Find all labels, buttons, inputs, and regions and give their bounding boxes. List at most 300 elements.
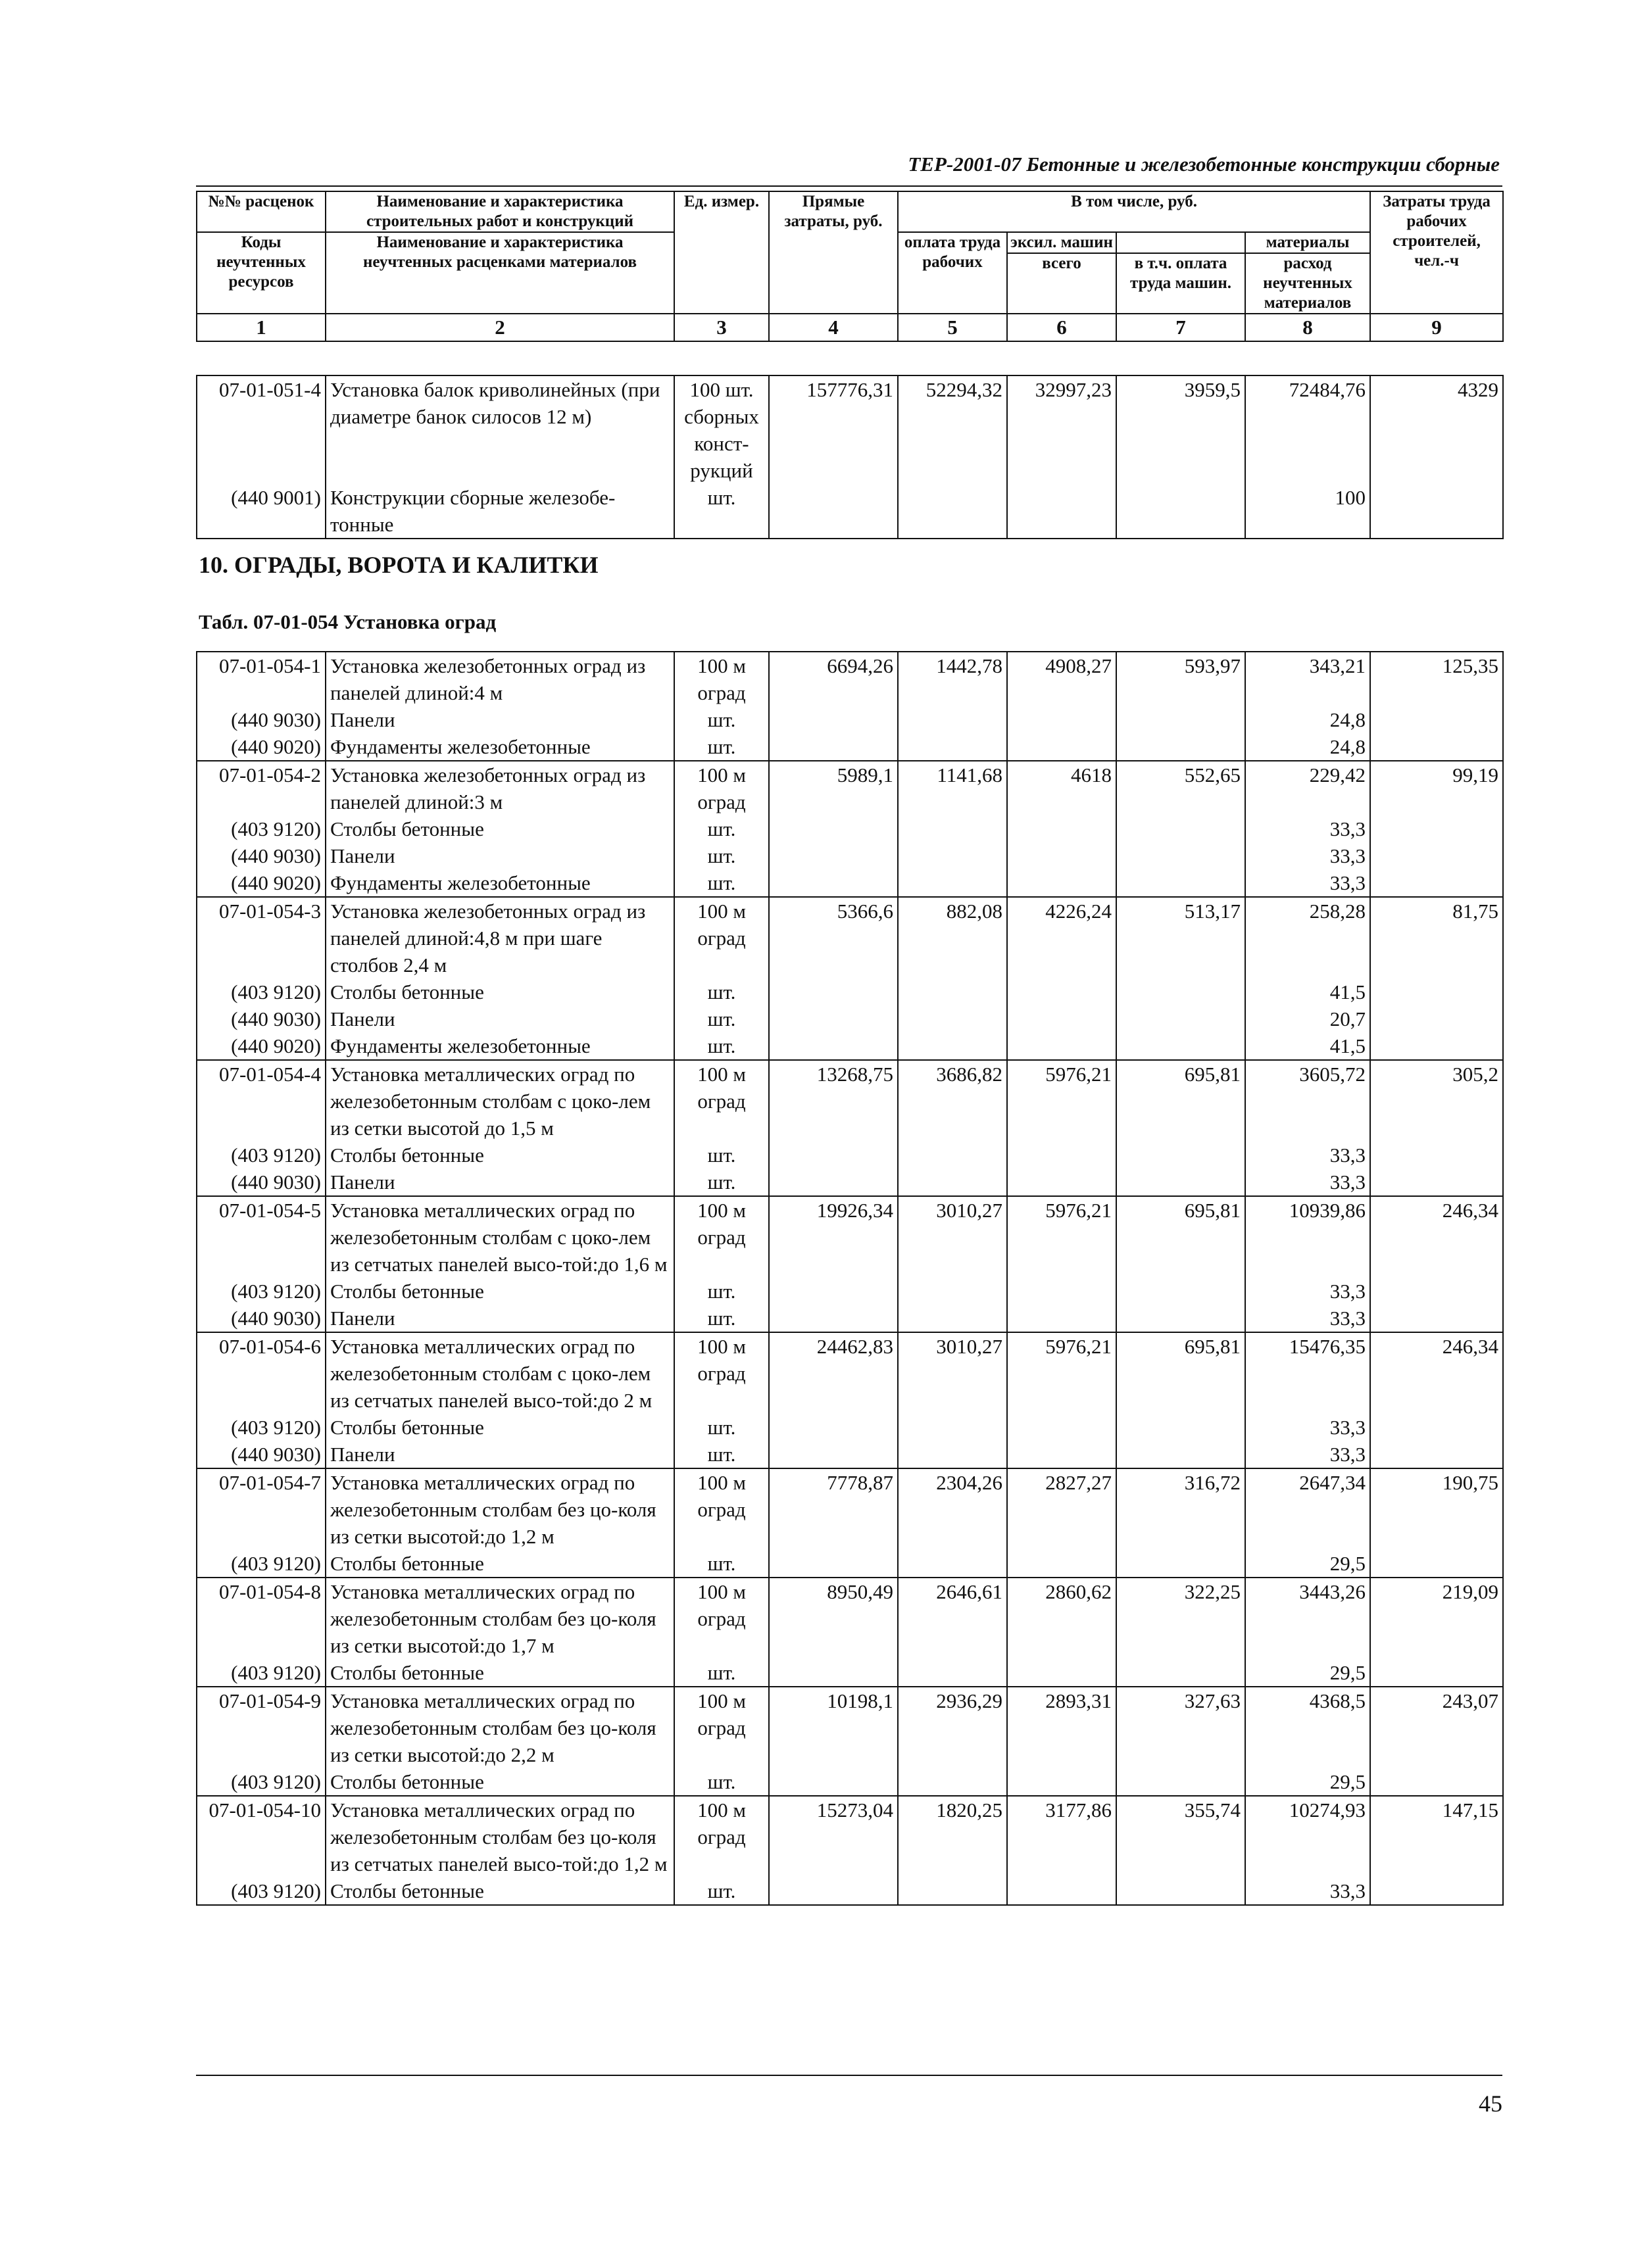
rate-name-cell: Установка балок криволинейных (при диаметре банок силосов 12 м): [326, 375, 674, 484]
machine-total-cell: [1007, 1659, 1116, 1687]
running-head: ТЕР-2001-07 Бетонные и железобетонные конструкции сборные: [908, 153, 1500, 176]
rate-name-cell: Столбы бетонные: [326, 1550, 674, 1578]
rate-code-cell: (440 9001): [197, 484, 326, 539]
direct-costs-cell: [769, 1659, 898, 1687]
header-col8-bottom: расход неучтенных материалов: [1263, 254, 1352, 312]
labor-hours-cell: [1370, 842, 1503, 869]
rate-code-cell: 07-01-054-10: [197, 1796, 326, 1877]
machine-total-cell: 5976,21: [1007, 1060, 1116, 1142]
header-col2-top: Наименование и характеристика строительных работ и конструкций: [326, 191, 674, 232]
direct-costs-cell: [769, 1005, 898, 1032]
rate-name-cell: Панели: [326, 1441, 674, 1468]
labor-hours-cell: 99,19: [1370, 761, 1503, 815]
machine-labor-cell: 3959,5: [1116, 375, 1245, 484]
materials-cell: 4368,5: [1245, 1687, 1370, 1768]
rate-unit-cell: 100 м оград: [674, 1060, 769, 1142]
machine-total-cell: 5976,21: [1007, 1332, 1116, 1414]
rate-unit-cell: шт.: [674, 869, 769, 897]
materials-cell: 10274,93: [1245, 1796, 1370, 1877]
direct-costs-cell: [769, 842, 898, 869]
header-col1-top: №№ расценок: [197, 191, 326, 232]
header-rule: [196, 185, 1502, 187]
rate-name-cell: Фундаменты железобетонные: [326, 869, 674, 897]
labor-pay-cell: [898, 1550, 1007, 1578]
direct-costs-cell: 19926,34: [769, 1196, 898, 1278]
rate-name-cell: Столбы бетонные: [326, 1278, 674, 1305]
direct-costs-cell: [769, 1441, 898, 1468]
col-number: 2: [326, 314, 674, 341]
rate-unit-cell: 100 м оград: [674, 1196, 769, 1278]
rate-code-cell: (403 9120): [197, 1550, 326, 1578]
machine-labor-cell: [1116, 842, 1245, 869]
header-group: В том числе, руб.: [898, 191, 1370, 232]
rate-code-cell: (403 9120): [197, 1278, 326, 1305]
direct-costs-cell: [769, 1550, 898, 1578]
machine-total-cell: 4908,27: [1007, 652, 1116, 706]
table-row: [197, 1005, 1503, 1032]
machine-labor-cell: [1116, 1877, 1245, 1905]
rate-code-cell: (403 9120): [197, 815, 326, 842]
rate-name-cell: Установка железобетонных оград из панелей длиной:4 м: [326, 652, 674, 706]
header-col5: оплата труда рабочих: [898, 232, 1007, 314]
column-numbers-row: [197, 314, 1503, 341]
header-col9: Затраты труда рабочих строителей, чел.-ч: [1370, 191, 1503, 314]
direct-costs-cell: 7778,87: [769, 1468, 898, 1550]
machine-labor-cell: [1116, 1768, 1245, 1796]
rate-name-cell: Установка железобетонных оград из панелей длиной:4,8 м при шаге столбов 2,4 м: [326, 897, 674, 978]
rates-table-051: [196, 375, 1504, 539]
header-col3: Ед. измер.: [674, 191, 769, 314]
direct-costs-cell: [769, 484, 898, 539]
rate-unit-cell: шт.: [674, 484, 769, 539]
labor-pay-cell: [898, 1768, 1007, 1796]
labor-pay-cell: [898, 1659, 1007, 1687]
rate-code-cell: (440 9020): [197, 1032, 326, 1060]
labor-pay-cell: [898, 815, 1007, 842]
rate-name-cell: Установка металлических оград по железобетонным столбам без цо-коля из сетки высотой:до 1,7 м: [326, 1578, 674, 1659]
labor-hours-cell: [1370, 1768, 1503, 1796]
rate-code-cell: 07-01-054-1: [197, 652, 326, 706]
materials-cell: 29,5: [1245, 1550, 1370, 1578]
table-row: [197, 978, 1503, 1005]
labor-hours-cell: 305,2: [1370, 1060, 1503, 1142]
rate-name-cell: Установка металлических оград по железобетонным столбам с цоко-лем из сетки высотой до 1,5 м: [326, 1060, 674, 1142]
table-row: [197, 706, 1503, 733]
labor-hours-cell: [1370, 1414, 1503, 1441]
labor-hours-cell: 190,75: [1370, 1468, 1503, 1550]
rate-name-cell: Фундаменты железобетонные: [326, 733, 674, 761]
direct-costs-cell: 13268,75: [769, 1060, 898, 1142]
direct-costs-cell: [769, 733, 898, 761]
machine-labor-cell: [1116, 978, 1245, 1005]
rate-name-cell: Установка металлических оград по железобетонным столбам без цо-коля из сетки высотой:до 1,2 м: [326, 1468, 674, 1550]
header-group2: эксил. машин: [1008, 233, 1116, 254]
machine-labor-cell: 695,81: [1116, 1196, 1245, 1278]
machine-total-cell: 4226,24: [1007, 897, 1116, 978]
materials-cell: 24,8: [1245, 706, 1370, 733]
materials-cell: 33,3: [1245, 869, 1370, 897]
header-col8-top: материалы: [1246, 233, 1369, 254]
column-header-table: [196, 191, 1504, 342]
rate-name-cell: Столбы бетонные: [326, 1142, 674, 1169]
machine-total-cell: [1007, 978, 1116, 1005]
labor-pay-cell: 882,08: [898, 897, 1007, 978]
rate-code-cell: (403 9120): [197, 1768, 326, 1796]
direct-costs-cell: 24462,83: [769, 1332, 898, 1414]
labor-hours-cell: 246,34: [1370, 1196, 1503, 1278]
section-title: 10. ОГРАДЫ, ВОРОТА И КАЛИТКИ: [199, 552, 599, 578]
machine-total-cell: [1007, 733, 1116, 761]
labor-pay-cell: [898, 1278, 1007, 1305]
labor-hours-cell: [1370, 1305, 1503, 1332]
labor-hours-cell: 4329: [1370, 375, 1503, 484]
direct-costs-cell: 10198,1: [769, 1687, 898, 1768]
labor-pay-cell: [898, 1005, 1007, 1032]
table-row: [197, 1877, 1503, 1905]
direct-costs-cell: 157776,31: [769, 375, 898, 484]
direct-costs-cell: [769, 1877, 898, 1905]
machine-total-cell: [1007, 1414, 1116, 1441]
rate-code-cell: 07-01-054-8: [197, 1578, 326, 1659]
rate-unit-cell: шт.: [674, 1441, 769, 1468]
labor-hours-cell: [1370, 978, 1503, 1005]
header-col1-bottom: Коды неучтенных ресурсов: [197, 232, 326, 314]
rate-unit-cell: 100 м оград: [674, 761, 769, 815]
machine-labor-cell: 552,65: [1116, 761, 1245, 815]
rate-code-cell: 07-01-054-9: [197, 1687, 326, 1768]
rate-unit-cell: 100 м оград: [674, 1578, 769, 1659]
machine-labor-cell: 322,25: [1116, 1578, 1245, 1659]
machine-labor-cell: [1116, 1005, 1245, 1032]
rate-unit-cell: шт.: [674, 1169, 769, 1196]
labor-hours-cell: [1370, 733, 1503, 761]
machine-total-cell: [1007, 842, 1116, 869]
labor-pay-cell: [898, 1441, 1007, 1468]
table-row: [197, 842, 1503, 869]
rate-code-cell: (403 9120): [197, 1142, 326, 1169]
machine-total-cell: 5976,21: [1007, 1196, 1116, 1278]
rate-name-cell: Столбы бетонные: [326, 1414, 674, 1441]
table-row: [197, 375, 1503, 484]
rate-unit-cell: шт.: [674, 1305, 769, 1332]
rate-code-cell: (440 9020): [197, 869, 326, 897]
table-row: [197, 1687, 1503, 1768]
labor-pay-cell: 3010,27: [898, 1332, 1007, 1414]
direct-costs-cell: [769, 978, 898, 1005]
rate-unit-cell: шт.: [674, 815, 769, 842]
rate-name-cell: Панели: [326, 1169, 674, 1196]
rate-code-cell: (440 9030): [197, 1305, 326, 1332]
direct-costs-cell: [769, 869, 898, 897]
direct-costs-cell: [769, 1768, 898, 1796]
rate-code-cell: (440 9030): [197, 842, 326, 869]
table-row: [197, 1468, 1503, 1550]
materials-cell: 24,8: [1245, 733, 1370, 761]
table-row: [197, 869, 1503, 897]
rate-unit-cell: шт.: [674, 1005, 769, 1032]
table-row: [197, 1032, 1503, 1060]
labor-pay-cell: 2936,29: [898, 1687, 1007, 1768]
materials-cell: 100: [1245, 484, 1370, 539]
labor-pay-cell: [898, 869, 1007, 897]
table-row: [197, 815, 1503, 842]
header-col7-label: в т.ч. оплата труда машин.: [1129, 254, 1231, 292]
table-title: Табл. 07-01-054 Установка оград: [199, 610, 497, 633]
table-row: [197, 1768, 1503, 1796]
rate-name-cell: Столбы бетонные: [326, 815, 674, 842]
labor-hours-cell: [1370, 1169, 1503, 1196]
labor-hours-cell: [1370, 1278, 1503, 1305]
labor-hours-cell: [1370, 1659, 1503, 1687]
labor-pay-cell: [898, 1877, 1007, 1905]
labor-hours-cell: 81,75: [1370, 897, 1503, 978]
table-row: [197, 1278, 1503, 1305]
rate-unit-cell: шт.: [674, 1414, 769, 1441]
materials-cell: 33,3: [1245, 1441, 1370, 1468]
materials-cell: 258,28: [1245, 897, 1370, 978]
machine-labor-cell: 695,81: [1116, 1060, 1245, 1142]
col-number: 5: [898, 314, 1007, 341]
col-number: 1: [197, 314, 326, 341]
labor-pay-cell: 2646,61: [898, 1578, 1007, 1659]
rate-unit-cell: шт.: [674, 706, 769, 733]
rate-unit-cell: 100 шт. сборных конст-рукций: [674, 375, 769, 484]
rate-unit-cell: 100 м оград: [674, 652, 769, 706]
machine-total-cell: [1007, 1768, 1116, 1796]
rate-name-cell: Столбы бетонные: [326, 1768, 674, 1796]
machine-labor-cell: 513,17: [1116, 897, 1245, 978]
table-row: [197, 1169, 1503, 1196]
labor-pay-cell: 52294,32: [898, 375, 1007, 484]
machine-total-cell: [1007, 1142, 1116, 1169]
rate-name-cell: Конструкции сборные железобе-тонные: [326, 484, 674, 539]
machine-total-cell: 4618: [1007, 761, 1116, 815]
machine-total-cell: [1007, 1877, 1116, 1905]
table-row: [197, 1796, 1503, 1877]
labor-hours-cell: [1370, 706, 1503, 733]
machine-total-cell: [1007, 1005, 1116, 1032]
labor-pay-cell: 1820,25: [898, 1796, 1007, 1877]
rate-unit-cell: шт.: [674, 1768, 769, 1796]
machine-labor-cell: [1116, 1550, 1245, 1578]
direct-costs-cell: 8950,49: [769, 1578, 898, 1659]
labor-hours-cell: [1370, 1005, 1503, 1032]
labor-pay-cell: [898, 1414, 1007, 1441]
labor-hours-cell: 246,34: [1370, 1332, 1503, 1414]
materials-cell: 10939,86: [1245, 1196, 1370, 1278]
rate-unit-cell: 100 м оград: [674, 1468, 769, 1550]
rate-unit-cell: 100 м оград: [674, 1687, 769, 1768]
labor-hours-cell: [1370, 869, 1503, 897]
direct-costs-cell: [769, 1305, 898, 1332]
rate-unit-cell: 100 м оград: [674, 1796, 769, 1877]
materials-cell: 33,3: [1245, 1305, 1370, 1332]
rate-unit-cell: шт.: [674, 1550, 769, 1578]
rate-code-cell: (440 9030): [197, 706, 326, 733]
table-row: [197, 733, 1503, 761]
rate-name-cell: Установка железобетонных оград из панелей длиной:3 м: [326, 761, 674, 815]
materials-cell: 29,5: [1245, 1659, 1370, 1687]
rate-code-cell: 07-01-054-3: [197, 897, 326, 978]
table-row: [197, 1305, 1503, 1332]
labor-pay-cell: 3686,82: [898, 1060, 1007, 1142]
labor-hours-cell: [1370, 1550, 1503, 1578]
machine-total-cell: [1007, 1441, 1116, 1468]
labor-hours-cell: [1370, 1441, 1503, 1468]
table-row: [197, 1441, 1503, 1468]
labor-hours-cell: 219,09: [1370, 1578, 1503, 1659]
rate-code-cell: 07-01-054-6: [197, 1332, 326, 1414]
rate-unit-cell: 100 м оград: [674, 1332, 769, 1414]
machine-labor-cell: 327,63: [1116, 1687, 1245, 1768]
table-row: [197, 1196, 1503, 1278]
machine-labor-cell: [1116, 1278, 1245, 1305]
machine-total-cell: [1007, 1169, 1116, 1196]
machine-total-cell: [1007, 1032, 1116, 1060]
header-col2-bottom: Наименование и характеристика неучтенных расценками материалов: [326, 232, 674, 314]
header-col4: Прямые затраты, руб.: [769, 191, 898, 314]
labor-hours-cell: [1370, 815, 1503, 842]
col-number: 3: [674, 314, 769, 341]
table-row: [197, 652, 1503, 706]
rate-code-cell: (403 9120): [197, 978, 326, 1005]
footer-rule: [196, 2075, 1502, 2076]
rate-unit-cell: шт.: [674, 1659, 769, 1687]
machine-total-cell: [1007, 1550, 1116, 1578]
rate-code-cell: 07-01-051-4: [197, 375, 326, 484]
header-col6-label: всего: [1042, 254, 1081, 272]
machine-labor-cell: [1116, 706, 1245, 733]
machine-labor-cell: [1116, 1414, 1245, 1441]
rate-unit-cell: шт.: [674, 1877, 769, 1905]
direct-costs-cell: 5989,1: [769, 761, 898, 815]
col-number: 7: [1116, 314, 1245, 341]
materials-cell: 33,3: [1245, 1278, 1370, 1305]
table-row: [197, 1332, 1503, 1414]
machine-labor-cell: [1116, 1169, 1245, 1196]
labor-hours-cell: [1370, 1142, 1503, 1169]
direct-costs-cell: [769, 1142, 898, 1169]
materials-cell: 29,5: [1245, 1768, 1370, 1796]
materials-cell: 41,5: [1245, 978, 1370, 1005]
rate-code-cell: 07-01-054-7: [197, 1468, 326, 1550]
table-row: [197, 897, 1503, 978]
rate-name-cell: Установка металлических оград по железобетонным столбам с цоко-лем из сетчатых панелей высо-той:до 2 м: [326, 1332, 674, 1414]
labor-pay-cell: [898, 706, 1007, 733]
materials-cell: 33,3: [1245, 1142, 1370, 1169]
labor-pay-cell: [898, 1169, 1007, 1196]
materials-cell: 33,3: [1245, 1169, 1370, 1196]
labor-pay-cell: [898, 484, 1007, 539]
direct-costs-cell: [769, 1032, 898, 1060]
materials-cell: 15476,35: [1245, 1332, 1370, 1414]
materials-cell: 3443,26: [1245, 1578, 1370, 1659]
rate-unit-cell: шт.: [674, 1142, 769, 1169]
machine-labor-cell: [1116, 1441, 1245, 1468]
labor-hours-cell: 147,15: [1370, 1796, 1503, 1877]
rate-unit-cell: шт.: [674, 1278, 769, 1305]
labor-pay-cell: 3010,27: [898, 1196, 1007, 1278]
materials-cell: 3605,72: [1245, 1060, 1370, 1142]
materials-cell: 33,3: [1245, 1414, 1370, 1441]
labor-pay-cell: 1442,78: [898, 652, 1007, 706]
rate-name-cell: Панели: [326, 1005, 674, 1032]
materials-cell: 33,3: [1245, 1877, 1370, 1905]
machine-total-cell: [1007, 1305, 1116, 1332]
rate-code-cell: 07-01-054-2: [197, 761, 326, 815]
machine-labor-cell: [1116, 869, 1245, 897]
rate-name-cell: Панели: [326, 706, 674, 733]
direct-costs-cell: 15273,04: [769, 1796, 898, 1877]
labor-hours-cell: 243,07: [1370, 1687, 1503, 1768]
rate-unit-cell: шт.: [674, 733, 769, 761]
labor-pay-cell: [898, 842, 1007, 869]
materials-cell: 20,7: [1245, 1005, 1370, 1032]
machine-total-cell: 2893,31: [1007, 1687, 1116, 1768]
rate-code-cell: (403 9120): [197, 1877, 326, 1905]
materials-cell: 343,21: [1245, 652, 1370, 706]
col-number: 8: [1245, 314, 1370, 341]
machine-total-cell: 32997,23: [1007, 375, 1116, 484]
col-number: 4: [769, 314, 898, 341]
table-row: [197, 761, 1503, 815]
rate-code-cell: (403 9120): [197, 1414, 326, 1441]
labor-hours-cell: [1370, 1877, 1503, 1905]
materials-cell: 33,3: [1245, 842, 1370, 869]
rate-unit-cell: шт.: [674, 842, 769, 869]
materials-cell: 2647,34: [1245, 1468, 1370, 1550]
machine-labor-cell: [1116, 1659, 1245, 1687]
table-row: [197, 1550, 1503, 1578]
machine-total-cell: 2827,27: [1007, 1468, 1116, 1550]
machine-labor-cell: [1116, 733, 1245, 761]
labor-pay-cell: [898, 733, 1007, 761]
machine-labor-cell: [1116, 1305, 1245, 1332]
labor-pay-cell: 1141,68: [898, 761, 1007, 815]
labor-pay-cell: [898, 1142, 1007, 1169]
machine-total-cell: [1007, 484, 1116, 539]
machine-labor-cell: 695,81: [1116, 1332, 1245, 1414]
col-number: 9: [1370, 314, 1503, 341]
materials-cell: 41,5: [1245, 1032, 1370, 1060]
header-col7: [1116, 232, 1245, 314]
rate-name-cell: Установка металлических оград по железобетонным столбам без цо-коля из сетчатых панелей высо-той:до 1,2 м: [326, 1796, 674, 1877]
header-col6: [1007, 232, 1116, 314]
rate-unit-cell: шт.: [674, 978, 769, 1005]
machine-labor-cell: [1116, 1032, 1245, 1060]
rate-name-cell: Установка металлических оград по железобетонным столбам с цоко-лем из сетчатых панелей высо-той:до 1,6 м: [326, 1196, 674, 1278]
machine-total-cell: [1007, 1278, 1116, 1305]
machine-labor-cell: [1116, 484, 1245, 539]
rate-name-cell: Панели: [326, 1305, 674, 1332]
labor-hours-cell: [1370, 484, 1503, 539]
labor-hours-cell: 125,35: [1370, 652, 1503, 706]
table-row: [197, 1142, 1503, 1169]
table-row: [197, 1659, 1503, 1687]
labor-pay-cell: [898, 1305, 1007, 1332]
direct-costs-cell: [769, 815, 898, 842]
rate-code-cell: (440 9030): [197, 1005, 326, 1032]
machine-total-cell: [1007, 869, 1116, 897]
table-row: [197, 1414, 1503, 1441]
table-row: [197, 484, 1503, 539]
page-number: 45: [1479, 2090, 1502, 2117]
rate-unit-cell: 100 м оград: [674, 897, 769, 978]
materials-cell: 33,3: [1245, 815, 1370, 842]
machine-total-cell: 2860,62: [1007, 1578, 1116, 1659]
rate-name-cell: Установка металлических оград по железобетонным столбам без цо-коля из сетки высотой:до 2,2 м: [326, 1687, 674, 1768]
direct-costs-cell: [769, 1278, 898, 1305]
